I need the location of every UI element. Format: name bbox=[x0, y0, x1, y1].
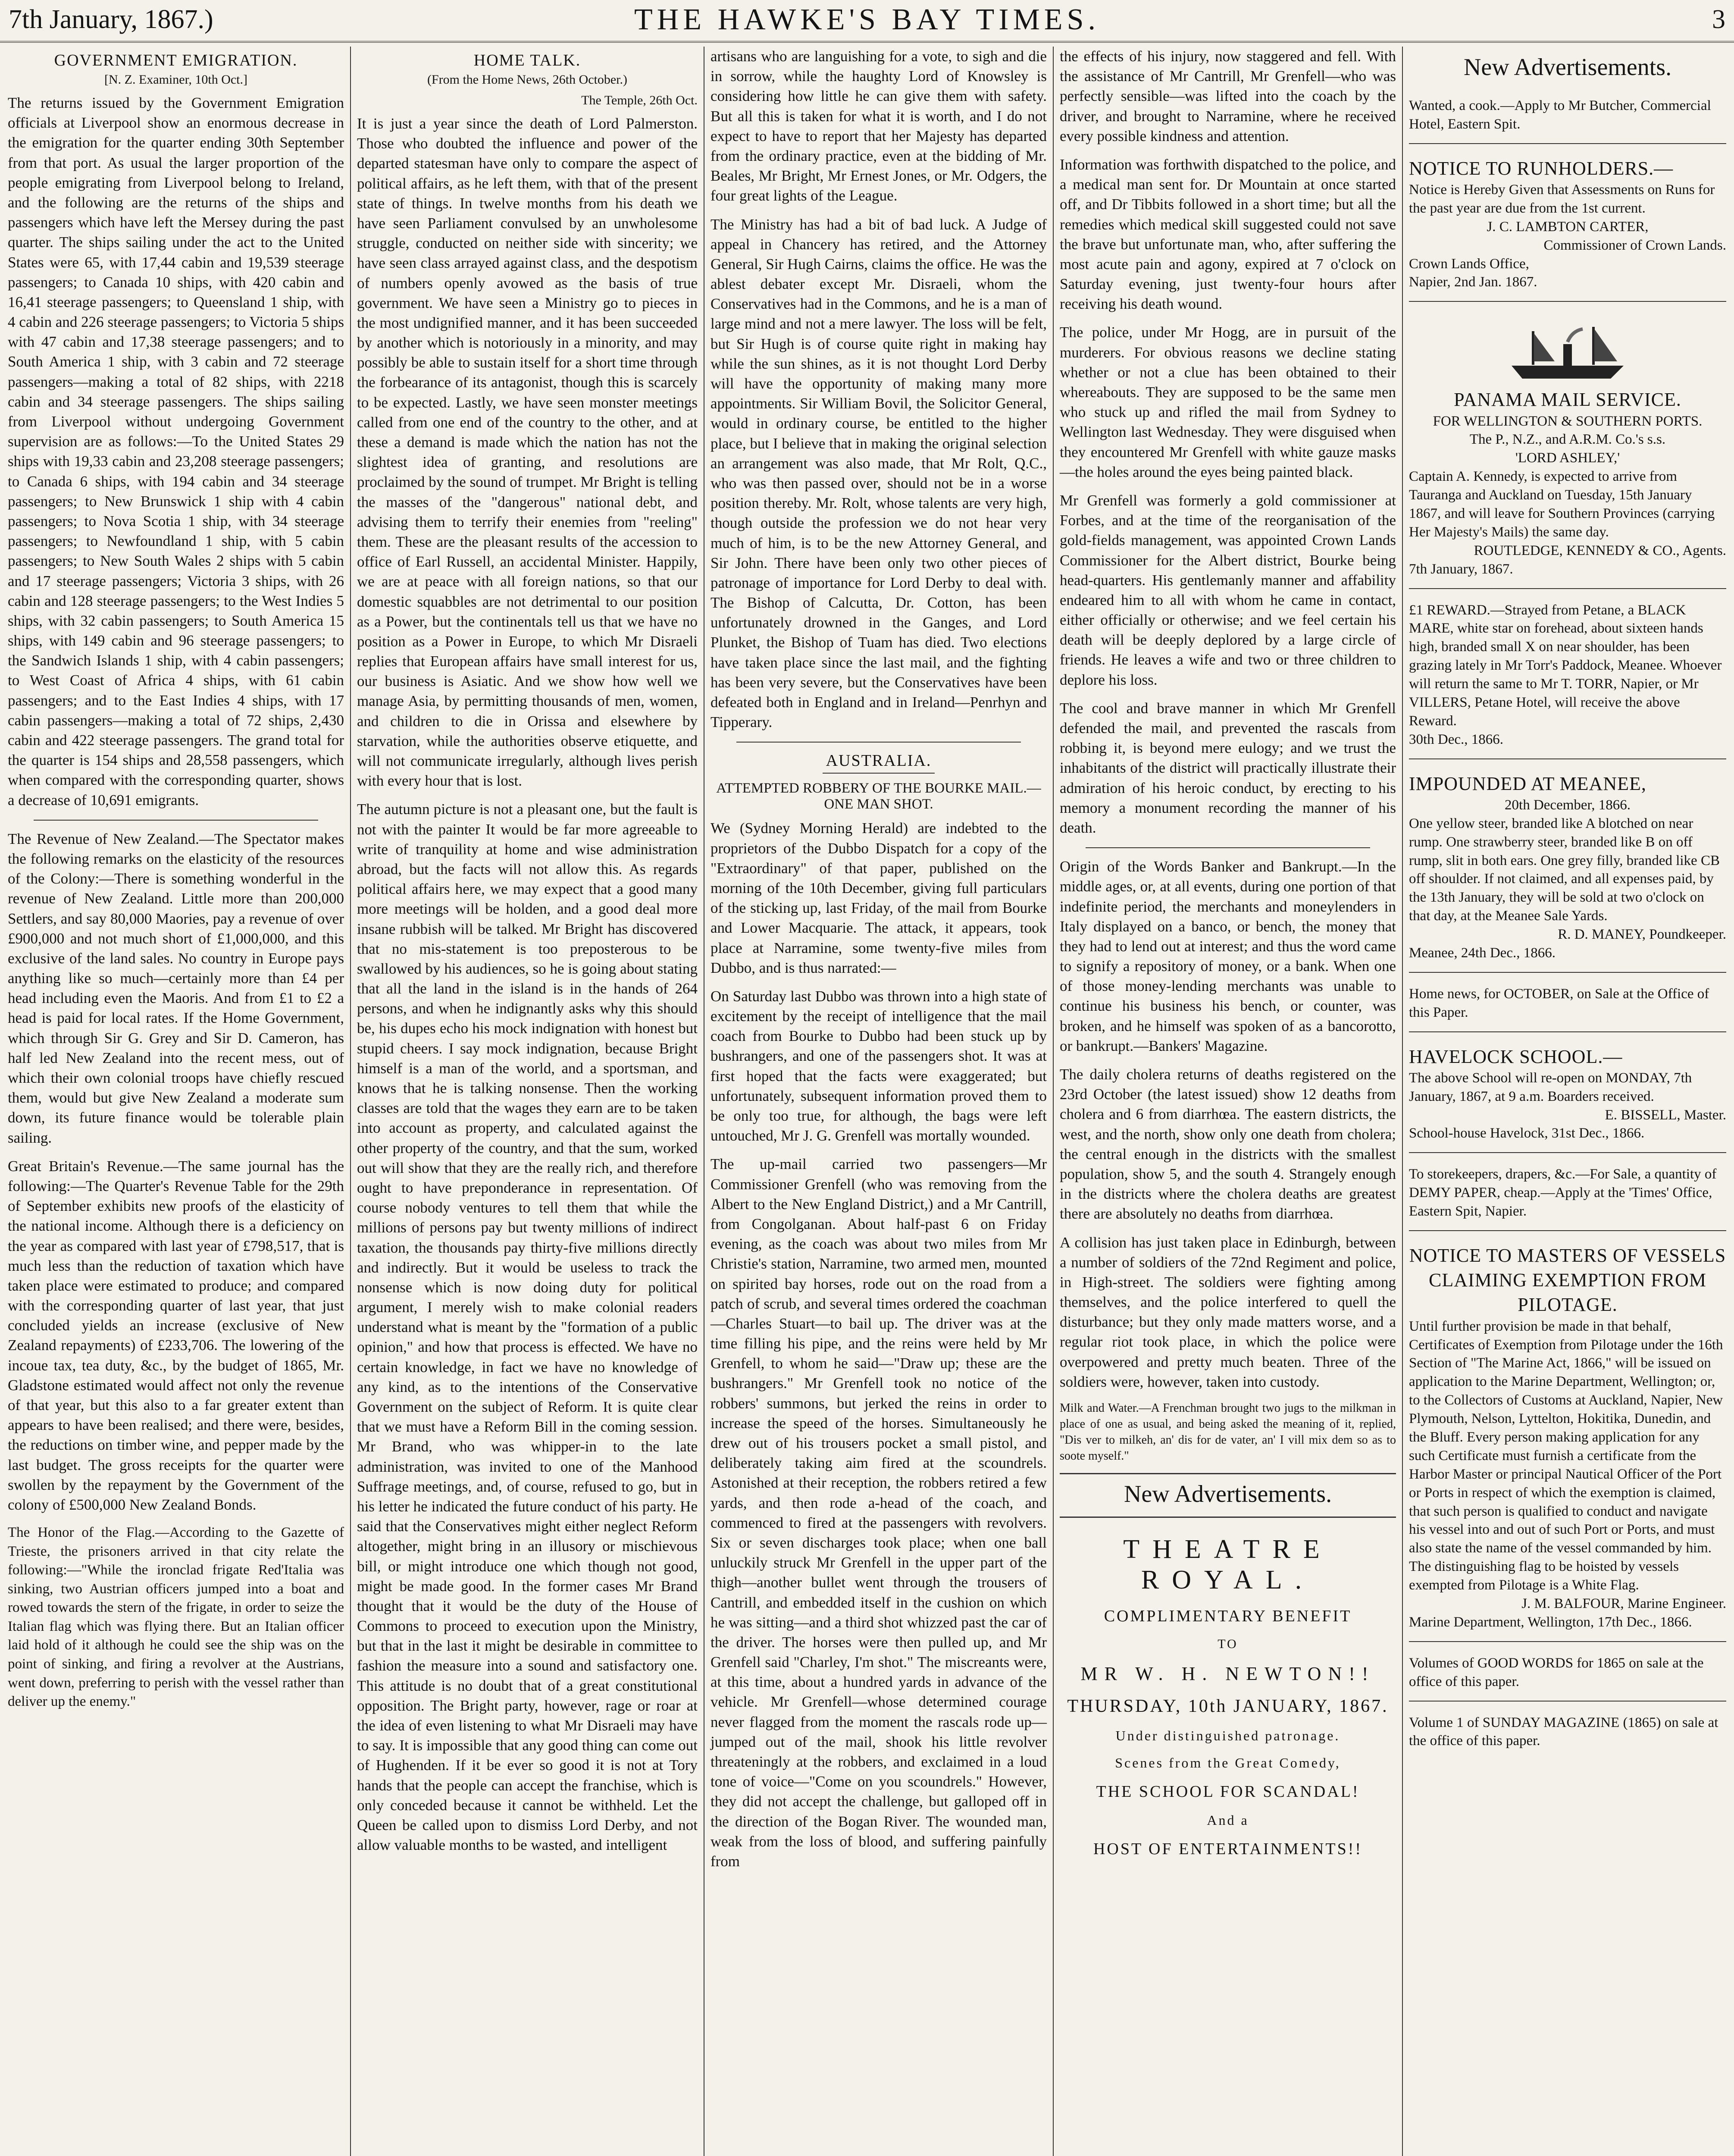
article-heading: GOVERNMENT EMIGRATION. bbox=[54, 51, 298, 69]
ad-text: The P., N.Z., and A.R.M. Co.'s s.s. bbox=[1469, 432, 1666, 448]
article-heading: HOME TALK. bbox=[473, 51, 581, 69]
ad-line: And a bbox=[1207, 1812, 1249, 1828]
advertisement-runholders bbox=[1409, 149, 1726, 302]
section-heading: New Advertisements. bbox=[1060, 1473, 1396, 1508]
ad-signature: J. M. BALFOUR, Marine Engineer. bbox=[1521, 1595, 1726, 1611]
masthead bbox=[0, 0, 1734, 43]
section-divider bbox=[34, 820, 318, 821]
ad-text: £1 REWARD.—Strayed from Petane, a BLACK MARE, white star on forehead, about sixteen hands high, branded small X on near shoulder, has been grazing lately in Mr Torr's Paddock, Meanee. Whoever will return the same to Mr T. TORR, Napier, or Mr VILLERS, Petane Hotel, will receive the above Reward. bbox=[1409, 602, 1722, 729]
ad-line: COMPLIMENTARY BENEFIT bbox=[1104, 1607, 1352, 1625]
column-rule bbox=[1053, 47, 1054, 2156]
steamship-icon bbox=[1507, 318, 1628, 383]
article-paragraph: It is just a year since the death of Lord Palmerston. Those who doubted the influence and power of the departed statesman have only to compare the aspect of political affairs, as he left them, with that of the present state of things. In twelve months from his death we have seen Parliament convulsed by an unwholesome struggle, conducted on neither side with sincerity; we have seen class arrayed against class, and the despotism of numbers openly avowed as the basis of true government. We have seen a Ministry go to pieces in the most undignified manner, and it has been succeeded by another which is notoriously in a minority, and may possibly be able to sustain itself for a short time through the forbearance of its antagonist, though this is scarcely to be expected. Lastly, we have seen monster meetings called from one end of the country to the other, and at these a demand is made which the nation has not the slightest idea of granting, and resolutions are proclaimed by the sound of trumpet. Mr Bright is telling the masses of the "dangerous" national debt, and advising them to terrify their enemies from "reeling" them. These are the pleasant results of the accession to office of Earl Russell, an accidental Minister. Happily, we are at peace with all foreign nations, so that our domestic squabbles are not detrimental to our position as a Power, but the continentals tell us that we have no position as a Power in Europe, to which Mr Disraeli replies that European affairs have small interest for us, our business is Asiatic. And we show how well we manage Asia, by permitting thousands of men, women, and children to die in Orissa and elsewhere by starvation, while the authorities observe etiquette, and will not communicate irregularly, although lives perish with every hour that is lost. bbox=[357, 115, 698, 790]
theatre-advertisement bbox=[1060, 1517, 1396, 1878]
advertisement-pilotage bbox=[1409, 1236, 1726, 1642]
ad-ship-name: 'LORD ASHLEY,' bbox=[1515, 450, 1620, 466]
article-source: [N. Z. Examiner, 10th Oct.] bbox=[104, 72, 248, 87]
advertisement-storekeepers bbox=[1409, 1158, 1726, 1231]
page-number: 3 bbox=[1712, 5, 1725, 34]
ad-text: Volume 1 of SUNDAY MAGAZINE (1865) on sale at the office of this paper. bbox=[1409, 1714, 1718, 1749]
column-2 bbox=[353, 47, 702, 2156]
article-paragraph: The returns issued by the Government Emigration officials at Liverpool show an enormous decrease in the emigration for the quarter ending 30th September from that port. As usual the larger proportion of the people emigrating from Liverpool belong to Ireland, and the following are the returns of the ships and passengers which have left the Mersey during the past quarter. The ships sailing under the act to the United States were 65, with 17,44 cabin and 19,539 steerage passengers; to Canada 10 ships, with 420 cabin and 16,41 steerage passengers; to Queensland 1 ship, with 4 cabin and 226 steerage passengers; to Victoria 5 ships with 47 cabin and 17,38 steerage passengers; and to South America 1 ship, with 3 cabin and 72 steerage passengers—making a total of 82 ships, with 2218 cabin and 34 steerage passengers. The ships sailing from Liverpool without undergoing Government supervision are as follows:—To the United States 29 ships with 19,33 cabin and 23,208 steerage passengers; to Canada 6 ships, with 194 cabin and 34 steerage passengers; to New Brunswick 1 ship with 4 cabin passengers; to Nova Scotia 1 ship, with 34 steerage passengers; to Newfoundland 1 ship, with 5 cabin passengers; to New South Wales 2 ships with 5 cabin and 17 steerage passengers; Victoria 3 ships, with 26 cabin and 128 steerage passengers; to the West Indies 5 ships, with 32 cabin passengers; to South America 15 ships, with 149 cabin and 96 steerage passengers; to the Sandwich Islands 1 ship, with 4 cabin passengers; to West Coast of Africa 4 ships, with 61 cabin passengers; and to the East Indies 4 ships, with 17 cabin passengers—making a total of 72 ships, 2,430 cabin and 422 steerage passengers. The grand total for the quarter is 154 ships and 28,558 passengers, which when compared with the corresponding quarter, shows a decrease of 10,691 emigrants. bbox=[8, 94, 344, 808]
advertisement-reward bbox=[1409, 594, 1726, 759]
ad-date: 7th January, 1867. bbox=[1409, 561, 1513, 577]
ad-subheading: FOR WELLINGTON & SOUTHERN PORTS. bbox=[1433, 413, 1703, 429]
ad-text: One yellow steer, branded like A blotched on near rump. One strawberry steer, branded like B on off rump, slit in both ears. One grey filly, branded like CB off shoulder. If not claimed, and all expenses paid, by the 13th January, they will be sold at two o'clock on that day, at the Meanee Sale Yards. bbox=[1409, 815, 1720, 924]
column-rule bbox=[1402, 47, 1403, 2156]
article-heading: AUSTRALIA. bbox=[826, 752, 932, 770]
article-paragraph: The Revenue of New Zealand.—The Spectator makes the following remarks on the elasticity of the resources of the Colony:—There is something wonderful in the revenue of New Zealand. Little more than 200,000 Settlers, and say 80,000 Maories, pay a revenue of over £900,000 and not much short of £1,000,000, and this exclusive of the land sales. No country in Europe pays anything like so much—certainly more than £4 per head including even the Maoris. And from £1 to £2 a head is paid for local rates. If the Home Government, which through Sir G. Grey and Sir D. Cameron, has half led New Zealand into the recent mess, out of which their own colonial troops have chiefly rescued them, would but give New Zealand a moderate sum down, its future finance would be tolerable plain sailing. bbox=[8, 830, 344, 1146]
article-paragraph: artisans who are languishing for a vote, to sigh and die in sorrow, while the haughty Lord of Knowsley is considering how little he can give them with safety. But all this is taken for what it is worth, and I do not expect to have to report that her Majesty has departed from the ordinary practice, even at the bidding of Mr. Beales, Mr Bright, Mr Ernest Jones, or Mr. Odgers, the four great lights of the League. bbox=[711, 48, 1047, 204]
article-paragraph: Origin of the Words Banker and Bankrupt.—In the middle ages, or, at all events, during one portion of that indefinite period, the merchants and moneylenders in Italy displayed on a banco, or bench, the money that they had to lend out at interest; and thus the word came to signify a repository of money, or a bank. When one of those money-lending merchants was unable to continue his business his bench, or counter, was broken, and he himself was spoken of as a bancorotto, or bankrupt.—Bankers' Magazine. bbox=[1060, 858, 1396, 1054]
ad-heading: PANAMA MAIL SERVICE. bbox=[1454, 389, 1681, 411]
ad-date: Meanee, 24th Dec., 1866. bbox=[1409, 945, 1556, 961]
column-rule bbox=[350, 47, 351, 2156]
article-paragraph: The up-mail carried two passengers—Mr Commissioner Grenfell (who was removing from the Albert to the New England District,) and a Mr Cantrill, from Congolganan. About half-past 6 on Friday evening, as the coach was about two miles from Mr Christie's station, Narramine, two armed men, mounted on spirited bay horses, rode out on the road from a patch of scrub, and several times ordered the coachman—Charles Stuart—to bail up. The driver was at the time filling his pipe, and the reins were held by Mr Grenfell, to whom he said—"Draw up; these are the bushrangers." Mr Grenfell took no notice of the robbers' summons, but jerked the reins in order to increase the speed of the horses. Simultaneously he drew out of his trousers pocket a small pistol, and deliberately taking aim fired at the scoundrels. Astonished at their reception, the robbers retired a few yards, and then rode a-head of the coach, and commenced to fired at the passengers with revolvers. Six or seven discharges took place; when one ball unluckily struck Mr Grenfell in the upper part of the thigh—another bullet went through the trousers of Cantrill, and embedded itself in the cushion on which he was sitting—and a third shot whizzed past the car of the driver. The horses were then pulled up, and Mr Grenfell said "Charley, I'm shot." The miscreants were, at this time, about a hundred yards in advance of the vehicle. Mr Grenfell—whose determined courage never flagged from the moment the rascals rode up—jumped out of the mail, shook his little revolver threateningly at the robbers, and exclaimed in a loud tone of voice—"Come on you scoundrels." However, they did not accept the challenge, but galloped off in the direction of the Bogan River. The wounded man, weak from the loss of blood, and suffering painfully from bbox=[711, 1156, 1047, 1870]
ad-heading: HAVELOCK SCHOOL.— bbox=[1409, 1046, 1623, 1067]
ad-place: School-house Havelock, 31st Dec., 1866. bbox=[1409, 1125, 1645, 1141]
column-3 bbox=[706, 47, 1051, 2156]
section-heading: New Advertisements. bbox=[1463, 54, 1672, 81]
ad-place: Marine Department, Wellington, 17th Dec., 1866. bbox=[1409, 1614, 1692, 1630]
advertisement-sunday-magazine bbox=[1409, 1707, 1726, 1760]
section-divider bbox=[736, 742, 1021, 743]
article-paragraph: The autumn picture is not a pleasant one, but the fault is not with the painter It would be far more agreeable to write of tranquility at home and wise administration abroad, but the facts will not allow this. As regards political affairs here, we may expect that a good many more meetings will be holden, and a good deal more insane rubbish will be talked. Mr Bright has discovered that no mis-statement is too preposterous to be swallowed by his audiences, so he is going about stating that all the land in the island is in the hands of 264 persons, and when he indignantly asks why this should be, his dupes echo his mock indignation with honest but stupid cheers. I say mock indignation, because Bright himself is a man of the world, and a sportsman, and knows that he is talking nonsense. Then the working classes are told that the wages they earn are to be taken into account as property, and calculated against the other property of the country, and that the sum, worked out will show that they are the really rich, and therefore ought to have preponderance in representation. Of course nobody ventures to tell them that while the millions of persons pay but twenty millions of indirect taxation, the thousands pay thirty-five millions directly and indirectly. But it would be useless to track the nonsense which is now doing duty for political argument, I merely wish to make colonial readers understand what is meant by the "formation of a public opinion," and how that process is effected. We have no certain knowledge, in fact we have no knowledge of any kind, as to the intentions of the Conservative Government on the subject of Reform. It is quite clear that we must have a Reform Bill in the coming session. Mr Brand, who was whipper-in to the late administration, was invited to one of the Manhood Suffrage meetings, and, of course, refused to go, but in his letter he indicated the future conduct of his party. He said that the Conservatives might either neglect Reform altogether, might bring in an illusory or mischievous bill, or might introduce one which though not good, might be made good. In the former cases Mr Brand thought that it would be the duty of the House of Commons to proceed to execution upon the Ministry, but that in the last it might be desirable in committee to fashion the measure into a sound and satisfactory one. This attitude is no doubt that of a great constitutional opposition. The Bright party, however, rage or roar at the idea of even listening to what Mr Disraeli may have to say. It is impossible that any good thing can come out of Hughenden. If it be ever so good it is not at Tory hands that the people can accept the franchise, which is only conceded because it cannot be withheld. Let the Queen be called upon to dismiss Lord Derby, and not allow valuable months to be wasted, and intelligent bbox=[357, 801, 698, 1854]
article-source: (From the Home News, 26th October.) bbox=[427, 72, 628, 87]
ad-text: Notice is Hereby Given that Assessments on Runs for the past year are due from the 1st current. bbox=[1409, 182, 1715, 216]
ad-signature: ROUTLEDGE, KENNEDY & CO., Agents. bbox=[1474, 542, 1726, 558]
newspaper-title: THE HAWKE'S BAY TIMES. bbox=[634, 3, 1100, 36]
ad-signature: E. BISSELL, Master. bbox=[1605, 1107, 1726, 1123]
article-paragraph: Information was forthwith dispatched to the police, and a medical man sent for. Dr Mountain at once started off, and Dr Tibbits followed in a short time; but all the remedies which medical skill suggested could not save the brave but unfortunate man, who, after suffering the most acute pain and agony, expired at 7 o'clock on Saturday evening, just twenty-four hours after receiving his death wound. bbox=[1060, 156, 1396, 313]
ad-line: Scenes from the Great Comedy, bbox=[1115, 1755, 1341, 1771]
ad-text: Home news, for OCTOBER, on Sale at the Office of this Paper. bbox=[1409, 986, 1709, 1020]
article-subheading: ATTEMPTED ROBBERY OF THE BOURKE MAIL.—ONE MAN SHOT. bbox=[716, 780, 1041, 812]
ad-date: 20th December, 1866. bbox=[1505, 797, 1631, 813]
ad-line: HOST OF ENTERTAINMENTS!! bbox=[1093, 1839, 1363, 1858]
article-paragraph: The daily cholera returns of deaths registered on the 23rd October (the latest issued) show 12 deaths from cholera and 6 from diarrhœa. The eastern districts, the west, and the north, show only one death from cholera; the central enough in the districts with the smallest population, show 5, and the south 4. Strangely enough in the districts where the cholera deaths are greatest there are absolutely no deaths from diarrhœa. bbox=[1060, 1066, 1396, 1222]
ad-text: The above School will re-open on MONDAY, 7th January, 1867, at 9 a.m. Boarders received. bbox=[1409, 1070, 1692, 1104]
article-dateline: The Temple, 26th Oct. bbox=[581, 93, 698, 107]
ad-heading: NOTICE TO RUNHOLDERS.— bbox=[1409, 157, 1674, 179]
article-paragraph: Mr Grenfell was formerly a gold commissioner at Forbes, and at the time of the reorganisation of the gold-fields management, was appointed Crown Lands Commissioner for the Albert district, Bourke being head-quarters. His gentlemanly manner and affability endeared him to all with whom he came in contact, either officially or otherwise; and we feel certain his death will be deeply deplored by a large circle of friends. He leaves a wife and two or three children to deplore his loss. bbox=[1060, 492, 1396, 688]
column-1 bbox=[3, 47, 348, 2156]
ad-line: THE SCHOOL FOR SCANDAL! bbox=[1096, 1782, 1360, 1801]
advertisement-cook bbox=[1409, 90, 1726, 144]
column-4 bbox=[1055, 47, 1400, 2156]
article-paragraph: the effects of his injury, now staggered and fell. With the assistance of Mr Cantrill, Mr Grenfell—who was perfectly sensible—was lifted into the coach by the driver, and brought to Narramine, where he received every possible kindness and attention. bbox=[1060, 48, 1396, 144]
ad-line: THURSDAY, 10th JANUARY, 1867. bbox=[1067, 1696, 1389, 1716]
ad-line: MR W. H. NEWTON!! bbox=[1080, 1663, 1375, 1684]
ad-title: THEATRE ROYAL. bbox=[1123, 1534, 1333, 1595]
ad-text: Until further provision be made in that behalf, Certificates of Exemption from Pilotage under the 16th Section of "The Marine Act, 1866," will be issued on application to the Marine Department, Wellington; or, to the Collectors of Customs at Auckland, Napier, New Plymouth, Nelson, Lyttelton, Hokitika, Dunedin, and the Bluff. Every person making application for any such Certificate must furnish a certificate from the Harbor Master or principal Nautical Officer of the Port or Ports in respect of which the exemption is claimed, that such person is qualified to conduct and navigate his vessel into and out of such Port or Ports, and must also state the name of the vessel commanded by him. The distinguishing flag to be hoisted by vessels exempted from Pilotage is a White Flag. bbox=[1409, 1318, 1723, 1593]
column-5 bbox=[1405, 47, 1731, 2156]
ad-date: 30th Dec., 1866. bbox=[1409, 731, 1504, 747]
ad-line: Under distinguished patronage. bbox=[1115, 1727, 1340, 1743]
advertisement-havelock-school bbox=[1409, 1037, 1726, 1153]
advertisement-impounded bbox=[1409, 765, 1726, 973]
section-divider bbox=[823, 773, 935, 774]
article-paragraph: The Honor of the Flag.—According to the Gazette of Trieste, the prisoners arrived in that city relate the following:—"While the ironclad frigate Red'Italia was sinking, two Austrian officers jumped into a boat and rowed towards the stern of the frigate, in order to seize the Italian flag which was flying there. But an Italian officer laid hold of it although he could see the ship was on the point of sinking, and firing a revolver at the Austrians, went down, preferring to perish with the vessel rather than deliver up the enemy." bbox=[8, 1525, 344, 1710]
article-paragraph: The police, under Mr Hogg, are in pursuit of the murderers. For obvious reasons we decline stating whether or not a clue has been obtained to their whereabouts. They are supposed to be the same men who stuck up and rifled the mail from Sydney to Wellington last Wednesday. They were disguised when they encountered Mr Grenfell with white gauze masks—the holes around the eyes being painted black. bbox=[1060, 324, 1396, 480]
article-paragraph: The cool and brave manner in which Mr Grenfell defended the mail, and prevented the rascals from robbing it, is beyond mere eulogy; and we trust the inhabitants of the district will practically illustrate their admiration of his heroic conduct, by erecting to his memory a monument recording the manner of his death. bbox=[1060, 699, 1396, 836]
section-divider bbox=[1086, 847, 1370, 848]
ad-heading: NOTICE TO MASTERS OF VESSELS CLAIMING EXEMPTION FROM PILOTAGE. bbox=[1409, 1245, 1726, 1316]
ad-signature: J. C. LAMBTON CARTER, bbox=[1487, 219, 1649, 235]
article-paragraph: The Ministry has had a bit of bad luck. A Judge of appeal in Chancery has retired, and the Attorney General, Sir Hugh Cairns, claims the office. He was the ablest debater except Mr. Disraeli, whom the Conservatives had in the Commons, and he is a man of large mind and not a mere lawyer. The loss will be felt, but Sir Hugh is of course quite right in making hay while the sun shines, as it is not thought Lord Derby will have the opportunity of making many more appointments. Sir William Bovil, the Solicitor General, would in ordinary course, be entitled to the higher place, but I believe that in making the original selection an arrangement was also made, that Mr Rolt, Q.C., who was then passed over, should not be in a worse position thereby. Mr. Rolt, whose talents are very high, though outside the profession we do not hear very much of him, is to be the new Attorney General, and Sir John. There have been only two other pieces of patronage of importance for Lord Derby to deal with. The Bishop of Calcutta, Dr. Cotton, has been unfortunately drowned in the Ganges, and Lord Plunket, the Bishop of Tuam has died. Two elections have taken place since the last mail, and the fighting has been very severe, but the Conservatives have been defeated both in England and in Ireland—Penrhyn and Tipperary. bbox=[711, 216, 1047, 731]
ad-signature-title: Commissioner of Crown Lands. bbox=[1543, 237, 1726, 253]
advertisement-panama-mail bbox=[1409, 307, 1726, 589]
ad-heading: IMPOUNDED AT MEANEE, bbox=[1409, 773, 1646, 794]
ad-text: To storekeepers, drapers, &c.—For Sale, a quantity of DEMY PAPER, cheap.—Apply at the 'Times' Office, Eastern Spit, Napier. bbox=[1409, 1166, 1717, 1219]
article-paragraph: Milk and Water.—A Frenchman brought two jugs to the milkman in place of one as usual, and being asked the meaning of it, replied, "Dis ver to milkeh, an' dis for de vater, an' I vill mix dem so as to soote myself." bbox=[1060, 1401, 1396, 1463]
ad-line: TO bbox=[1218, 1636, 1238, 1651]
ad-text: Volumes of GOOD WORDS for 1865 on sale at the office of this paper. bbox=[1409, 1655, 1704, 1689]
ad-text: Captain A. Kennedy, is expected to arrive from Tauranga and Auckland on Tuesday, 15th January 1867, and will leave for Southern Provinces (carrying Her Majesty's Mails) the same day. bbox=[1409, 469, 1715, 540]
issue-date: 7th January, 1867.) bbox=[9, 5, 213, 34]
ad-date: Napier, 2nd Jan. 1867. bbox=[1409, 274, 1537, 290]
article-paragraph: On Saturday last Dubbo was thrown into a high state of excitement by the receipt of intelligence that the mail coach from Bourke to Dubbo had been stuck up by bushrangers, and one of the passengers shot. It was at first hoped that the facts were exaggerated; but unfortunately, subsequent information proved them to be only too true, for although, the bags were left untouched, Mr J. G. Grenfell was mortally wounded. bbox=[711, 987, 1047, 1144]
advertisement-home-news bbox=[1409, 978, 1726, 1032]
article-paragraph: We (Sydney Morning Herald) are indebted to the proprietors of the Dubbo Dispatch for a copy of the "Extraordinary" of that paper, published on the morning of the 10th December, giving full particulars of the sticking up, last Friday, of the mail from Bourke and Lower Macquarie. The attack, it appears, took place at Narramine, some twenty-five miles from Dubbo, and is thus narrated:— bbox=[711, 820, 1047, 976]
article-paragraph: Great Britain's Revenue.—The same journal has the following:—The Quarter's Revenue Table for the 29th of September exhibits new proofs of the elasticity of the national income. Although there is a deficiency on the year as compared with last year of £798,517, that is much less than the reduction of taxation which have taken place were estimated to produce; and compared with the corresponding quarter of last year, that just concluded yields an increase (exclusive of New Zealand repayments) of £233,706. The lowering of the incoue tax, tea duty, &c., by the budget of 1865, Mr. Gladstone estimated would affect not only the revenue of that year, but this also to a far greater extent than appears to have been realised; and there were, besides, the reductions on timber wine, and pepper made by the last budget. The gross receipts for the quarter were swollen by the repayment by the Government of the colony of £500,000 New Zealand Bonds. bbox=[8, 1157, 344, 1513]
ad-signature: R. D. MANEY, Poundkeeper. bbox=[1558, 927, 1726, 943]
article-paragraph: A collision has just taken place in Edinburgh, between a number of soldiers of the 72nd Regiment and police, in High-street. The soldiers were fighting among themselves, and the police interfered to quell the disturbance; but they only made matters worse, and a regular riot took place, in which the police were overpowered and pretty much beaten. Three of the soldiers were, however, taken into custody. bbox=[1060, 1234, 1396, 1390]
ad-text: Wanted, a cook.—Apply to Mr Butcher, Commercial Hotel, Eastern Spit. bbox=[1409, 98, 1711, 132]
ad-place: Crown Lands Office, bbox=[1409, 256, 1529, 272]
advertisement-good-words bbox=[1409, 1647, 1726, 1702]
